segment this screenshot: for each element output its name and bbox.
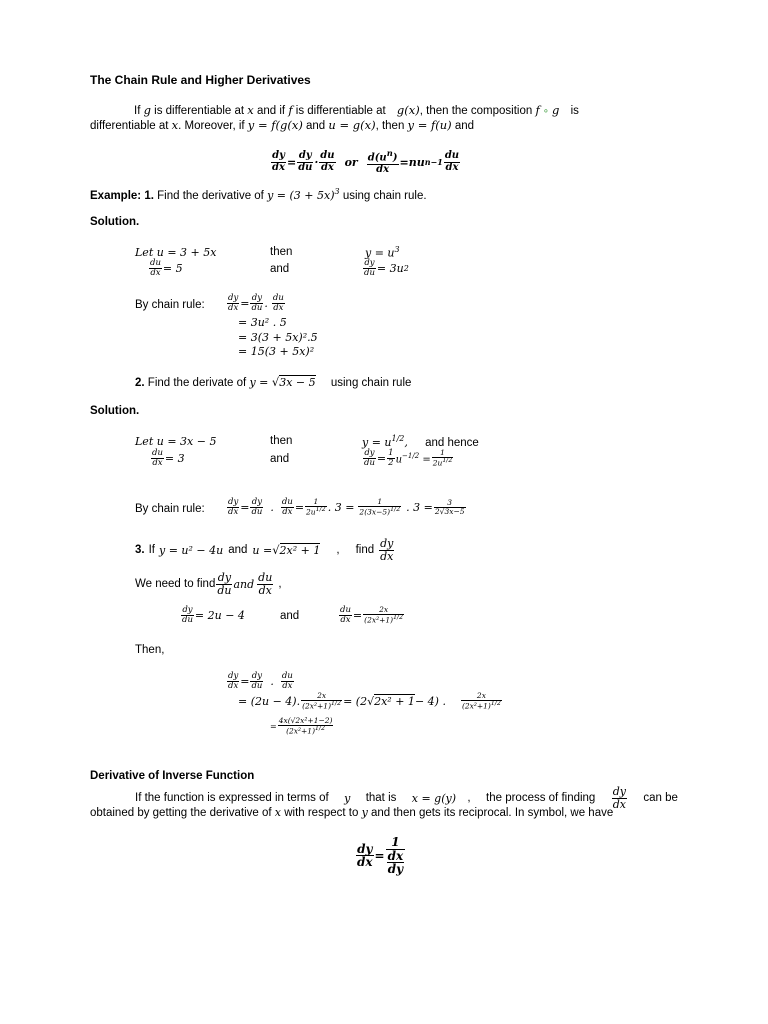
example-1-step-2: = 3(3 + 5x)².5 xyxy=(238,331,318,344)
example-3-step-1: = (2u − 4). $\frac{2x}{(2x^2+1)^{1/2}}$ = (2 √ 2x² + 1 − 4) . $\frac{2x}{(2x^2+1)^{1/2}}$ xyxy=(238,691,501,711)
example-2-solution-label: Solution. xyxy=(90,405,140,417)
inverse-formula: $\frac{dy}{dx}$ = $\frac{1}{\frac{dx}{dy}}$ xyxy=(357,835,404,877)
inverse-heading: Derivative of Inverse Function xyxy=(90,770,255,782)
example-1-step-1: = 3u² . 5 xyxy=(238,316,287,329)
example-2-y-u: $y = u^{1/2}$, and hence xyxy=(362,434,479,449)
example-1-dy-du: $\frac{dy}{du}$ = 3u 2 xyxy=(364,258,409,278)
example-1-then: then xyxy=(270,246,293,258)
example-3-then: Then, xyxy=(135,644,165,656)
example-3-need: We need to find $\frac{dy}{du}$ and $\frac{du}{dx}$ , xyxy=(135,571,282,597)
example-2-du-dx: $\frac{du}{dx}$ = 3 xyxy=(152,448,185,468)
example-2-let: Let u = 3x − 5 xyxy=(135,435,217,448)
example-3-and: and xyxy=(280,610,300,622)
page-title: The Chain Rule and Higher Derivatives xyxy=(90,73,311,87)
example-1-du-dx: $\frac{du}{dx}$ = 5 xyxy=(150,258,183,278)
intro-line-2: differentiable at x. Moreover, if y = f(g(x) and u = g(x), then y = f(u) and xyxy=(90,118,475,132)
example-2-and: and xyxy=(270,453,290,465)
inverse-line-2: obtained by getting the derivative of x with respect to y and then gets its reciprocal. In symbol, we have xyxy=(90,806,614,819)
example-1-let: Let u = 3 + 5x xyxy=(135,246,217,259)
example-3-chain-formula: $\frac{dy}{dx}$ = $\frac{dy}{du}$ . $\frac{du}{dx}$ xyxy=(228,671,293,691)
example-1-y-u: $y = u^3$ xyxy=(365,245,400,260)
composition-circle-icon: ∘ xyxy=(542,106,549,117)
example-1-chain-formula: $\frac{dy}{dx}$ = $\frac{dy}{du}$ . $\frac{du}{dx}$ xyxy=(228,293,284,313)
example-1-chain-label: By chain rule: xyxy=(135,299,205,311)
example-3-dy-du: $\frac{dy}{du}$ = 2u − 4 xyxy=(182,605,245,625)
example-1-and: and xyxy=(270,263,290,275)
example-3-du-dx: $\frac{du}{dx}$ = $\frac{2x}{(2x^2+1)^{1/2}}$ xyxy=(340,605,404,625)
inverse-line-1: If the function is expressed in terms of y that is x = g(y) , the process of finding $\frac{dy}{dx}$ can be xyxy=(135,785,678,811)
example-2-chain-formula: $\frac{dy}{dx}$ = $\frac{dy}{du}$ . $\frac{du}{dx}$ = $\frac{1}{2u^{1/2}}$ . 3 = $\frac{1}{2(3x-5)^{1/2}}$ . 3 = $\frac{3}{2√3x-5}$ xyxy=(228,497,465,517)
example-2-chain-label: By chain rule: xyxy=(135,503,205,515)
example-2-statement: 2. Find the derivate of y = √3x − 5 using chain rule xyxy=(135,375,412,389)
example-3-step-2: = $\frac{\text{4x(√2x²+1−2)}}{(2x^2+1)^{1/2}}$ xyxy=(270,716,333,736)
example-3-statement: 3. If y = u² − 4u and u = √ 2x² + 1 , find $\frac{dy}{dx}$ xyxy=(135,537,394,563)
example-1-step-3: = 15(3 + 5x)² xyxy=(238,345,315,358)
example-1-statement: Example: 1. Find the derivative of $y = (3 + 5x)^3$ using chain rule. xyxy=(90,187,427,202)
example-2-dy-du: $\frac{dy}{du}$ = $\frac{1}{2}$ $u^{-1/2}$ = $\frac{1}{2u^{1/2}}$ xyxy=(364,448,453,468)
intro-line-1: If g is differentiable at x and if f is differentiable at g(x), then the composition f ∘ g is xyxy=(134,103,579,117)
chain-rule-formula: $\frac{dy}{dx}$ = $\frac{dy}{du}$ · $\frac{du}{dx}$ or $\frac{d(u^n)}{dx}$ = nu n−1 $\frac{du}{dx}$ xyxy=(272,148,460,175)
example-2-then: then xyxy=(270,435,293,447)
example-1-solution-label: Solution. xyxy=(90,216,140,228)
